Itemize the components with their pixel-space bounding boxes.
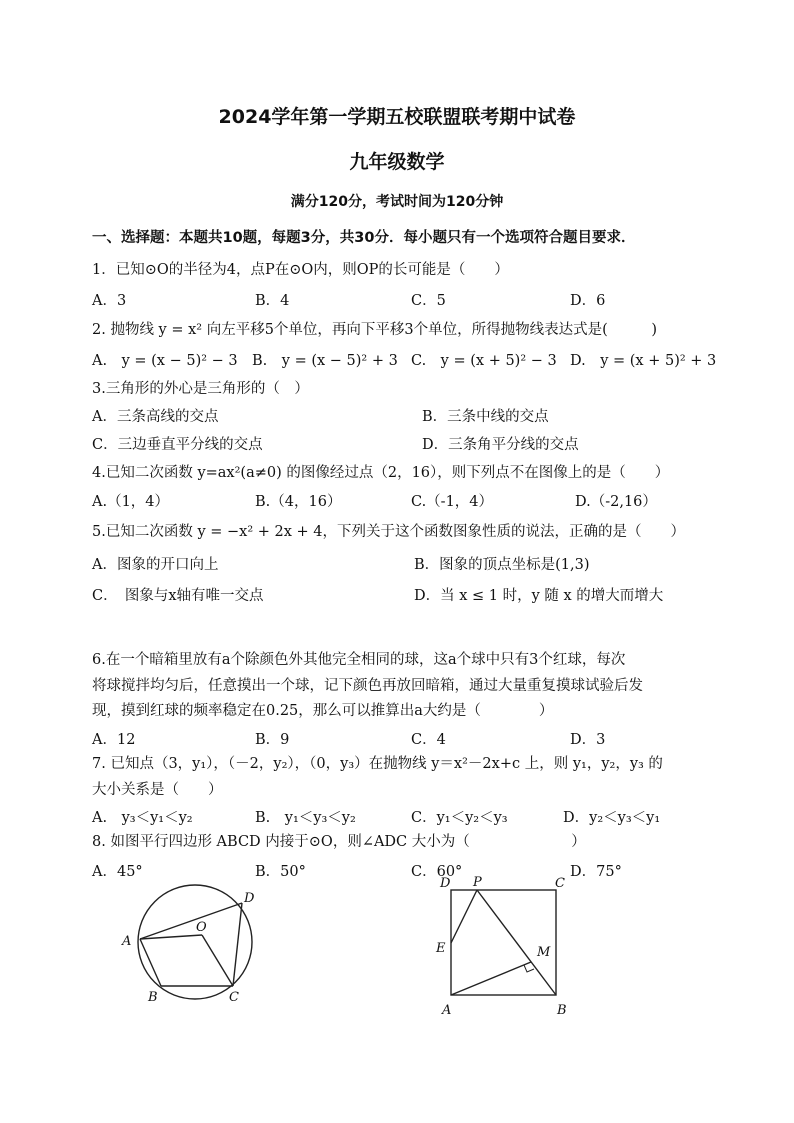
q1-option-c: C．5 [411,293,446,309]
segment-pe [451,890,477,943]
label-o: O [196,920,207,935]
q6-option-b: B．9 [255,732,290,748]
section-heading: 一、选择题：本题共10题，每题3分，共30分．每小题只有一个选项符合题目要求． [92,230,636,246]
question-5-stem: 5.已知二次函数 y = −x² + 2x + 4，下列关于这个函数图象性质的说法，正确的是（ ） [92,524,686,540]
q3-option-d: D．三条角平分线的交点 [422,437,579,453]
exam-title: 2024学年第一学期五校联盟联考期中试卷 [218,106,576,128]
q8-option-c: C．60° [411,864,463,880]
q6-option-c: C．4 [411,732,446,748]
q5-option-a: A．图象的开口向上 [92,557,219,573]
q4-option-c: C.（-1，4） [411,494,494,510]
question-6-line-1: 6.在一个暗箱里放有a个除颜色外其他完全相同的球，这a个球中只有3个红球，每次 [92,652,626,668]
circle-o [138,885,252,999]
q8-option-d: D．75° [570,864,622,880]
segment-oc [202,935,233,986]
q7-option-b: B. y₁＜y₃＜y₂ [255,810,356,826]
question-7-line-2: 大小关系是（ ） [92,782,223,798]
figure-square-triangle [430,868,580,1023]
q5-option-c: C． 图象与x轴有唯一交点 [92,588,264,604]
label-b: B [148,990,158,1005]
right-angle-mark [524,965,534,972]
q3-option-a: A．三条高线的交点 [92,409,219,425]
q7-option-c: C．y₁＜y₂＜y₃ [411,810,508,826]
question-8-stem: 8. 如图平行四边形 ABCD 内接于⊙O，则∠ADC 大小为（ ） [92,834,586,850]
label-d-square: D [440,876,451,891]
q1-option-b: B．4 [255,293,290,309]
question-4-stem: 4.已知二次函数 y=ax²(a≠0) 的图像经过点（2，16），则下列点不在图像上的是（ ） [92,465,670,481]
q5-option-b: B．图象的顶点坐标是(1,3) [414,557,590,573]
q1-option-a: A．3 [92,293,127,309]
question-3-stem: 3.三角形的外心是三角形的（ ） [92,381,309,397]
q1-option-d: D．6 [570,293,606,309]
segment-ab [140,939,161,986]
label-c: C [229,990,239,1005]
q8-option-b: B．50° [255,864,306,880]
q6-option-d: D．3 [570,732,606,748]
segment-ad [140,903,242,939]
question-1-stem: 1．已知⊙O的半径为4，点P在⊙O内，则OP的长可能是（ ） [92,262,509,278]
q4-option-d: D.（-2,16） [575,494,657,510]
question-6-line-3: 现，摸到红球的频率稳定在0.25，那么可以推算出a大约是（ ） [92,703,554,719]
label-e: E [436,941,446,956]
q6-option-a: A．12 [92,732,136,748]
q2-option-c: C. y = (x + 5)² − 3 [411,353,557,369]
label-d: D [244,891,255,906]
segment-am [451,962,531,995]
question-7-line-1: 7. 已知点（3，y₁），（－2，y₂），（0，y₃）在抛物线 y＝x²－2x+c 上，则 y₁，y₂，y₃ 的 [92,756,663,772]
label-m: M [537,945,551,960]
square-abcd [451,890,556,995]
label-c-square: C [555,876,565,891]
question-6-line-2: 将球搅拌均匀后，任意摸出一个球，记下颜色再放回暗箱，通过大量重复摸球试验后发 [92,678,643,694]
segment-dc [233,903,242,986]
q7-option-d: D．y₂＜y₃＜y₁ [563,810,661,826]
q8-option-a: A．45° [92,864,143,880]
label-b-square: B [557,1003,567,1018]
label-a: A [122,934,132,949]
q7-option-a: A. y₃＜y₁＜y₂ [92,810,193,826]
q3-option-b: B．三条中线的交点 [422,409,549,425]
q4-option-a: A.（1，4） [92,494,170,510]
q5-option-d: D．当 x ≤ 1 时，y 随 x 的增大而增大 [414,588,664,604]
figure-circle-parallelogram [110,880,280,1020]
label-p: P [473,875,482,890]
q2-option-d: D. y = (x + 5)² + 3 [570,353,717,369]
q2-option-b: B. y = (x − 5)² + 3 [252,353,398,369]
exam-info: 满分120分，考试时间为120分钟 [290,194,504,210]
subject-title: 九年级数学 [349,151,445,173]
q3-option-c: C．三边垂直平分线的交点 [92,437,263,453]
q2-option-a: A. y = (x − 5)² − 3 [92,353,238,369]
q4-option-b: B.（4，16） [255,494,342,510]
label-a-square: A [442,1003,452,1018]
question-2-stem: 2. 抛物线 y = x² 向左平移5个单位，再向下平移3个单位，所得抛物线表达式是( ) [92,322,657,338]
